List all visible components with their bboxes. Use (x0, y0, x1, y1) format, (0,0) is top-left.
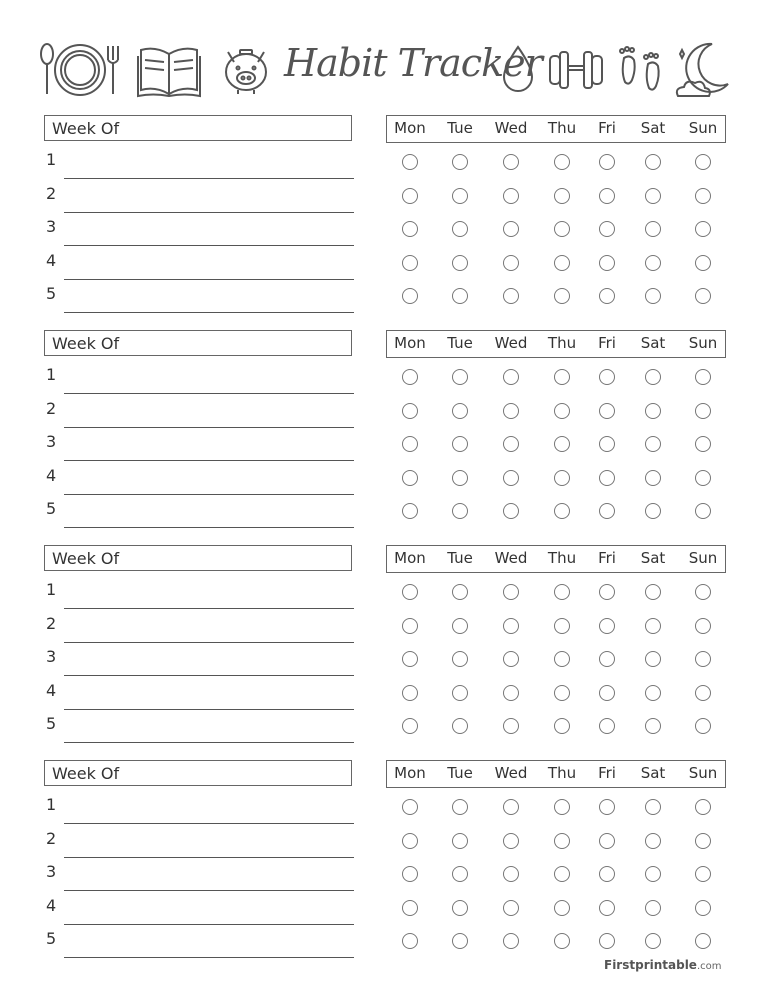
habit-checkbox-sat[interactable] (645, 618, 661, 634)
habit-checkbox-sun[interactable] (695, 584, 711, 600)
habit-checkbox-tue[interactable] (452, 833, 468, 849)
water-drop-icon (500, 44, 536, 94)
day-label-sun: Sun (688, 764, 718, 782)
habit-checkbox-fri[interactable] (599, 900, 615, 916)
piggy-bank-icon (218, 44, 274, 96)
habit-checkbox-thu[interactable] (554, 685, 570, 701)
day-label-fri: Fri (598, 119, 616, 137)
habit-checkbox-sat[interactable] (645, 188, 661, 204)
day-label-mon: Mon (394, 549, 426, 567)
day-label-fri: Fri (598, 549, 616, 567)
day-label-fri: Fri (598, 334, 616, 352)
habit-checkbox-mon[interactable] (402, 255, 418, 271)
habit-name-line[interactable] (64, 957, 354, 958)
habit-checkbox-sun[interactable] (695, 288, 711, 304)
habit-checkbox-mon[interactable] (402, 154, 418, 170)
habit-checkbox-thu[interactable] (554, 618, 570, 634)
habit-checkbox-sun[interactable] (695, 618, 711, 634)
habit-checkbox-thu[interactable] (554, 436, 570, 452)
habit-checkbox-wed[interactable] (503, 436, 519, 452)
habit-checkbox-wed[interactable] (503, 288, 519, 304)
habit-row-number: 2 (46, 184, 57, 203)
page-header (0, 0, 773, 110)
habit-checkbox-sun[interactable] (695, 799, 711, 815)
day-label-fri: Fri (598, 764, 616, 782)
habit-checkbox-tue[interactable] (452, 584, 468, 600)
day-label-sun: Sun (688, 549, 718, 567)
habit-checkbox-sun[interactable] (695, 933, 711, 949)
habit-checkbox-wed[interactable] (503, 188, 519, 204)
habit-checkbox-sat[interactable] (645, 288, 661, 304)
habit-name-line[interactable] (64, 427, 354, 428)
habit-row-number: 4 (46, 251, 57, 270)
habit-checkbox-thu[interactable] (554, 718, 570, 734)
habit-checkbox-sat[interactable] (645, 685, 661, 701)
footprints-icon (616, 44, 666, 96)
habit-checkbox-wed[interactable] (503, 933, 519, 949)
habit-checkbox-thu[interactable] (554, 900, 570, 916)
habit-checkbox-tue[interactable] (452, 369, 468, 385)
habit-checkbox-tue[interactable] (452, 618, 468, 634)
habit-checkbox-fri[interactable] (599, 470, 615, 486)
habit-checkbox-fri[interactable] (599, 369, 615, 385)
week-section (0, 760, 773, 960)
habit-checkbox-tue[interactable] (452, 221, 468, 237)
habit-checkbox-wed[interactable] (503, 618, 519, 634)
habit-checkbox-fri[interactable] (599, 866, 615, 882)
habit-name-line[interactable] (64, 709, 354, 710)
habit-checkbox-wed[interactable] (503, 799, 519, 815)
habit-checkbox-mon[interactable] (402, 503, 418, 519)
habit-checkbox-thu[interactable] (554, 470, 570, 486)
habit-checkbox-mon[interactable] (402, 799, 418, 815)
habit-checkbox-sat[interactable] (645, 154, 661, 170)
habit-row-number: 2 (46, 399, 57, 418)
day-label-thu: Thu (547, 549, 577, 567)
habit-checkbox-sat[interactable] (645, 369, 661, 385)
day-label-thu: Thu (547, 119, 577, 137)
habit-row-number: 1 (46, 580, 57, 599)
habit-checkbox-sun[interactable] (695, 436, 711, 452)
habit-checkbox-mon[interactable] (402, 833, 418, 849)
habit-name-line[interactable] (64, 312, 354, 313)
habit-checkbox-sun[interactable] (695, 188, 711, 204)
day-label-tue: Tue (447, 764, 473, 782)
habit-checkbox-thu[interactable] (554, 833, 570, 849)
habit-checkbox-tue[interactable] (452, 470, 468, 486)
habit-checkbox-fri[interactable] (599, 188, 615, 204)
week-section (0, 115, 773, 315)
habit-checkbox-mon[interactable] (402, 470, 418, 486)
habit-checkbox-thu[interactable] (554, 288, 570, 304)
habit-checkbox-fri[interactable] (599, 799, 615, 815)
habit-checkbox-sun[interactable] (695, 403, 711, 419)
habit-checkbox-sun[interactable] (695, 369, 711, 385)
habit-checkbox-sat[interactable] (645, 866, 661, 882)
habit-checkbox-wed[interactable] (503, 866, 519, 882)
habit-checkbox-wed[interactable] (503, 685, 519, 701)
habit-checkbox-mon[interactable] (402, 651, 418, 667)
habit-row-number: 1 (46, 795, 57, 814)
habit-row-number: 2 (46, 829, 57, 848)
habit-name-line[interactable] (64, 675, 354, 676)
habit-checkbox-tue[interactable] (452, 933, 468, 949)
plate-cutlery-icon (38, 42, 122, 98)
habit-checkbox-fri[interactable] (599, 221, 615, 237)
habit-checkbox-tue[interactable] (452, 718, 468, 734)
habit-checkbox-sat[interactable] (645, 718, 661, 734)
habit-checkbox-mon[interactable] (402, 718, 418, 734)
habit-checkbox-thu[interactable] (554, 866, 570, 882)
habit-checkbox-wed[interactable] (503, 369, 519, 385)
habit-checkbox-tue[interactable] (452, 799, 468, 815)
habit-name-line[interactable] (64, 245, 354, 246)
habit-checkbox-sun[interactable] (695, 470, 711, 486)
day-label-wed: Wed (494, 334, 528, 352)
habit-checkbox-tue[interactable] (452, 685, 468, 701)
week-section (0, 330, 773, 530)
week-of-field[interactable]: Week Of (44, 115, 352, 141)
habit-checkbox-sat[interactable] (645, 833, 661, 849)
dumbbell-icon (548, 50, 604, 90)
habit-checkbox-sun[interactable] (695, 866, 711, 882)
habit-checkbox-sun[interactable] (695, 255, 711, 271)
week-of-field[interactable]: Week Of (44, 545, 352, 571)
habit-checkbox-thu[interactable] (554, 255, 570, 271)
habit-name-line[interactable] (64, 494, 354, 495)
habit-checkbox-mon[interactable] (402, 866, 418, 882)
day-label-sat: Sat (640, 119, 666, 137)
habit-name-line[interactable] (64, 823, 354, 824)
habit-checkbox-thu[interactable] (554, 651, 570, 667)
habit-checkbox-mon[interactable] (402, 900, 418, 916)
week-section (0, 545, 773, 745)
habit-checkbox-mon[interactable] (402, 188, 418, 204)
habit-row-number: 3 (46, 862, 57, 881)
habit-checkbox-tue[interactable] (452, 188, 468, 204)
habit-row-number: 3 (46, 217, 57, 236)
habit-checkbox-sat[interactable] (645, 900, 661, 916)
moon-cloud-icon (672, 40, 730, 104)
day-label-sat: Sat (640, 764, 666, 782)
day-label-mon: Mon (394, 764, 426, 782)
habit-row-number: 1 (46, 150, 57, 169)
habit-checkbox-sat[interactable] (645, 221, 661, 237)
habit-checkbox-wed[interactable] (503, 255, 519, 271)
habit-checkbox-mon[interactable] (402, 288, 418, 304)
footer-brand: Firstprintable (604, 958, 697, 972)
day-label-sun: Sun (688, 119, 718, 137)
habit-checkbox-mon[interactable] (402, 933, 418, 949)
day-label-mon: Mon (394, 119, 426, 137)
habit-checkbox-sat[interactable] (645, 584, 661, 600)
habit-checkbox-mon[interactable] (402, 584, 418, 600)
habit-name-line[interactable] (64, 460, 354, 461)
habit-row-number: 3 (46, 647, 57, 666)
habit-checkbox-fri[interactable] (599, 255, 615, 271)
habit-checkbox-sun[interactable] (695, 154, 711, 170)
habit-checkbox-sun[interactable] (695, 900, 711, 916)
habit-name-line[interactable] (64, 857, 354, 858)
week-of-field[interactable]: Week Of (44, 330, 352, 356)
habit-checkbox-wed[interactable] (503, 900, 519, 916)
habit-checkbox-sun[interactable] (695, 718, 711, 734)
habit-checkbox-wed[interactable] (503, 503, 519, 519)
habit-checkbox-fri[interactable] (599, 503, 615, 519)
habit-checkbox-sat[interactable] (645, 799, 661, 815)
habit-name-line[interactable] (64, 178, 354, 179)
habit-checkbox-thu[interactable] (554, 403, 570, 419)
footer-credit (604, 958, 722, 972)
page-title: Habit Tracker (284, 41, 542, 85)
habit-row-number: 1 (46, 365, 57, 384)
habit-checkbox-thu[interactable] (554, 369, 570, 385)
habit-row-number: 4 (46, 681, 57, 700)
day-label-tue: Tue (447, 119, 473, 137)
habit-checkbox-tue[interactable] (452, 436, 468, 452)
habit-name-line[interactable] (64, 924, 354, 925)
habit-checkbox-sat[interactable] (645, 651, 661, 667)
habit-name-line[interactable] (64, 890, 354, 891)
habit-checkbox-sun[interactable] (695, 221, 711, 237)
habit-checkbox-sat[interactable] (645, 255, 661, 271)
habit-checkbox-tue[interactable] (452, 154, 468, 170)
habit-checkbox-wed[interactable] (503, 718, 519, 734)
habit-row-number: 4 (46, 896, 57, 915)
habit-row-number: 2 (46, 614, 57, 633)
habit-name-line[interactable] (64, 608, 354, 609)
habit-checkbox-fri[interactable] (599, 933, 615, 949)
habit-checkbox-sat[interactable] (645, 933, 661, 949)
habit-name-line[interactable] (64, 279, 354, 280)
habit-checkbox-tue[interactable] (452, 866, 468, 882)
habit-checkbox-thu[interactable] (554, 503, 570, 519)
habit-checkbox-thu[interactable] (554, 799, 570, 815)
habit-checkbox-wed[interactable] (503, 154, 519, 170)
habit-checkbox-fri[interactable] (599, 403, 615, 419)
footer-tld: .com (696, 961, 722, 972)
habit-checkbox-tue[interactable] (452, 255, 468, 271)
habit-checkbox-mon[interactable] (402, 618, 418, 634)
habit-checkbox-sat[interactable] (645, 470, 661, 486)
day-label-sat: Sat (640, 334, 666, 352)
habit-checkbox-sun[interactable] (695, 685, 711, 701)
habit-checkbox-mon[interactable] (402, 403, 418, 419)
habit-row-number: 5 (46, 929, 57, 948)
habit-checkbox-mon[interactable] (402, 436, 418, 452)
habit-checkbox-wed[interactable] (503, 651, 519, 667)
habit-checkbox-thu[interactable] (554, 933, 570, 949)
habit-name-line[interactable] (64, 642, 354, 643)
book-icon (136, 44, 202, 98)
habit-name-line[interactable] (64, 212, 354, 213)
habit-checkbox-thu[interactable] (554, 154, 570, 170)
habit-checkbox-wed[interactable] (503, 221, 519, 237)
habit-checkbox-fri[interactable] (599, 154, 615, 170)
habit-checkbox-tue[interactable] (452, 503, 468, 519)
habit-checkbox-thu[interactable] (554, 584, 570, 600)
habit-checkbox-mon[interactable] (402, 221, 418, 237)
day-label-wed: Wed (494, 549, 528, 567)
habit-checkbox-wed[interactable] (503, 470, 519, 486)
habit-checkbox-sat[interactable] (645, 503, 661, 519)
habit-checkbox-fri[interactable] (599, 584, 615, 600)
habit-checkbox-fri[interactable] (599, 651, 615, 667)
habit-checkbox-thu[interactable] (554, 188, 570, 204)
day-label-thu: Thu (547, 334, 577, 352)
day-label-tue: Tue (447, 334, 473, 352)
habit-checkbox-tue[interactable] (452, 900, 468, 916)
habit-checkbox-fri[interactable] (599, 436, 615, 452)
habit-checkbox-fri[interactable] (599, 685, 615, 701)
day-label-sat: Sat (640, 549, 666, 567)
habit-checkbox-mon[interactable] (402, 685, 418, 701)
habit-checkbox-tue[interactable] (452, 288, 468, 304)
habit-checkbox-thu[interactable] (554, 221, 570, 237)
day-label-mon: Mon (394, 334, 426, 352)
habit-name-line[interactable] (64, 742, 354, 743)
habit-checkbox-sat[interactable] (645, 403, 661, 419)
habit-checkbox-fri[interactable] (599, 618, 615, 634)
habit-checkbox-tue[interactable] (452, 403, 468, 419)
day-label-thu: Thu (547, 764, 577, 782)
habit-name-line[interactable] (64, 393, 354, 394)
week-of-field[interactable]: Week Of (44, 760, 352, 786)
habit-checkbox-fri[interactable] (599, 833, 615, 849)
habit-checkbox-fri[interactable] (599, 288, 615, 304)
habit-row-number: 5 (46, 284, 57, 303)
day-label-wed: Wed (494, 119, 528, 137)
habit-checkbox-wed[interactable] (503, 403, 519, 419)
habit-checkbox-sun[interactable] (695, 651, 711, 667)
habit-checkbox-sat[interactable] (645, 436, 661, 452)
habit-checkbox-sun[interactable] (695, 833, 711, 849)
day-label-wed: Wed (494, 764, 528, 782)
habit-row-number: 4 (46, 466, 57, 485)
habit-row-number: 5 (46, 714, 57, 733)
habit-name-line[interactable] (64, 527, 354, 528)
habit-checkbox-tue[interactable] (452, 651, 468, 667)
habit-checkbox-sun[interactable] (695, 503, 711, 519)
habit-checkbox-wed[interactable] (503, 584, 519, 600)
habit-checkbox-wed[interactable] (503, 833, 519, 849)
day-label-tue: Tue (447, 549, 473, 567)
day-label-sun: Sun (688, 334, 718, 352)
habit-row-number: 5 (46, 499, 57, 518)
habit-checkbox-mon[interactable] (402, 369, 418, 385)
habit-row-number: 3 (46, 432, 57, 451)
habit-checkbox-fri[interactable] (599, 718, 615, 734)
